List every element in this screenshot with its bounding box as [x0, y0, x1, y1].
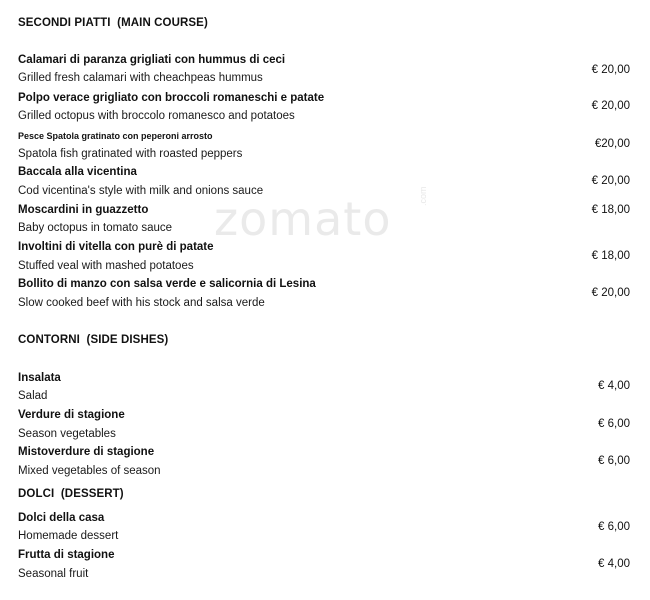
menu-item-description: Salad: [18, 390, 48, 402]
menu-item-description: Season vegetables: [18, 428, 116, 440]
menu-item-price: € 20,00: [591, 287, 630, 299]
menu-item-name: Dolci della casa: [18, 512, 105, 524]
menu-item-name: Verdure di stagione: [18, 409, 125, 421]
menu-item-name: Pesce Spatola gratinato con peperoni arrosto: [18, 131, 213, 141]
menu-item-description: Baby octopus in tomato sauce: [18, 222, 173, 234]
menu-item-description: Seasonal fruit: [18, 568, 89, 580]
menu-item-name: Calamari di paranza grigliati con hummus di ceci: [18, 54, 286, 66]
menu-item-description: Mixed vegetables of season: [18, 465, 161, 477]
menu-item-name: Baccala alla vicentina: [18, 166, 137, 178]
menu-item-price: €20,00: [594, 138, 630, 150]
menu-item-name: Frutta di stagione: [18, 549, 115, 561]
menu-item-price: € 18,00: [591, 250, 630, 262]
menu-item-description: Grilled fresh calamari with cheachpeas hummus: [18, 72, 263, 84]
menu-item-description: Cod vicentina's style with milk and onions sauce: [18, 185, 264, 197]
section-title-main-course: SECONDI PIATTI (MAIN COURSE): [18, 17, 208, 29]
watermark-logo: zomato: [214, 192, 392, 246]
menu-item-name: Moscardini in guazzetto: [18, 204, 149, 216]
menu-item-description: Slow cooked beef with his stock and salsa verde: [18, 297, 265, 309]
menu-item-name: Polpo verace grigliato con broccoli romaneschi e patate: [18, 92, 325, 104]
menu-item-price: € 6,00: [598, 521, 630, 533]
menu-item-price: € 4,00: [598, 558, 630, 570]
menu-item-price: € 18,00: [591, 204, 630, 216]
menu-item-description: Grilled octopus with broccolo romanesco and potatoes: [18, 110, 295, 122]
menu-item-price: € 4,00: [598, 380, 630, 392]
section-title-dessert: DOLCI (DESSERT): [18, 488, 124, 500]
menu-item-price: € 6,00: [598, 418, 630, 430]
menu-item-description: Stuffed veal with mashed potatoes: [18, 260, 194, 272]
menu-item-price: € 20,00: [591, 100, 630, 112]
menu-item-name: Insalata: [18, 372, 61, 384]
menu-item-name: Mistoverdure di stagione: [18, 446, 155, 458]
section-title-side-dishes: CONTORNI (SIDE DISHES): [18, 334, 169, 346]
menu-item-description: Spatola fish gratinated with roasted peppers: [18, 148, 243, 160]
menu-item-price: € 20,00: [591, 175, 630, 187]
menu-item-description: Homemade dessert: [18, 530, 119, 542]
menu-item-price: € 6,00: [598, 455, 630, 467]
menu-item-price: € 20,00: [591, 64, 630, 76]
menu-item-name: Bollito di manzo con salsa verde e salicornia di Lesina: [18, 278, 316, 290]
menu-item-name: Involtini di vitella con purè di patate: [18, 241, 214, 253]
watermark-domain: .com: [418, 186, 428, 206]
